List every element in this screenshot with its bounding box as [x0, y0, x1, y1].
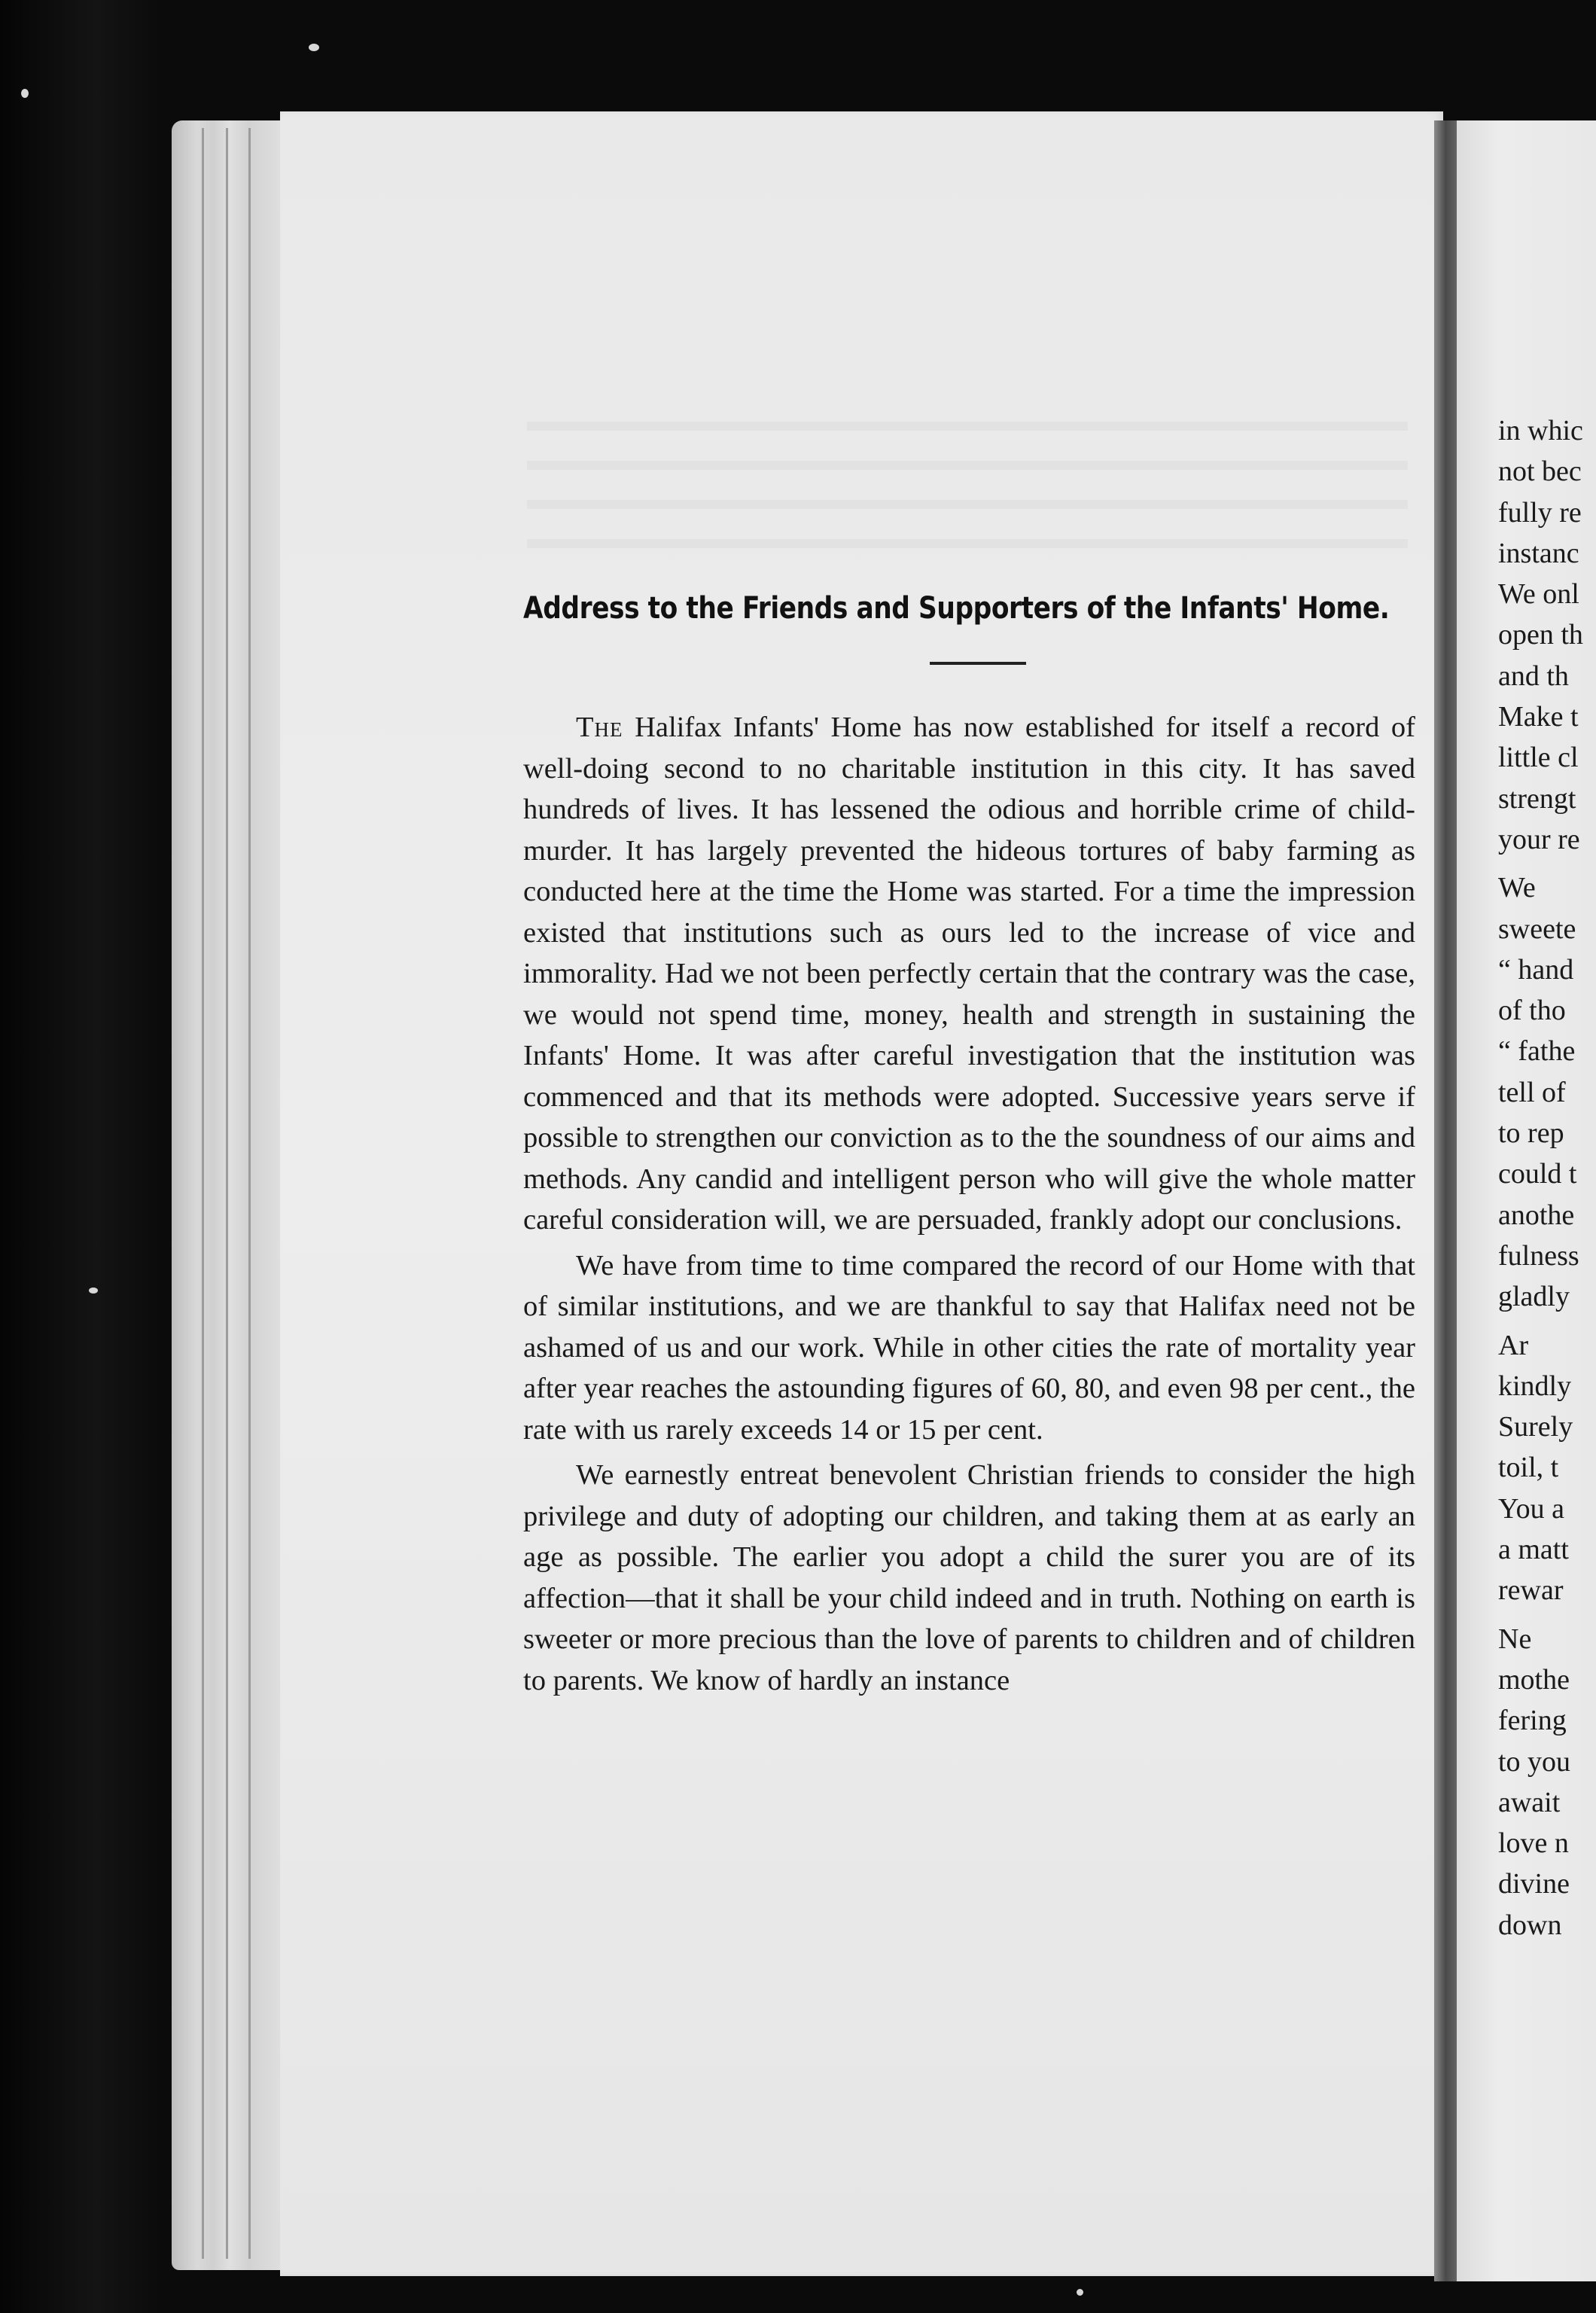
facing-page-line: instanc [1498, 537, 1579, 569]
page-edge-line [248, 128, 251, 2259]
paragraph-lead-word: The [576, 712, 623, 743]
facing-page-line: in whic [1498, 415, 1583, 446]
facing-page-line: We [1498, 872, 1536, 904]
facing-page-line: love n [1498, 1827, 1569, 1860]
facing-page-line: to rep [1498, 1117, 1564, 1150]
facing-page-line: of tho [1498, 995, 1566, 1027]
facing-page-line: Ne [1498, 1623, 1532, 1655]
facing-page-line: Ar [1498, 1329, 1529, 1361]
facing-page-line: kindly [1498, 1370, 1572, 1402]
film-speck [21, 89, 29, 98]
facing-page-line: gladly [1498, 1281, 1570, 1313]
facing-page-line: fering [1498, 1705, 1567, 1737]
facing-page-line: down [1498, 1909, 1562, 1941]
facing-page-line: await [1498, 1786, 1561, 1818]
film-speck [89, 1288, 98, 1294]
facing-page-text [1498, 410, 1596, 1946]
article-body [523, 707, 1415, 1701]
facing-page-line: open th [1498, 619, 1583, 651]
facing-page-line: mothe [1498, 1663, 1570, 1696]
facing-page-line: not bec [1498, 456, 1582, 488]
page-edge-line [202, 128, 204, 2259]
film-speck [309, 44, 319, 51]
facing-page-line: Surely [1498, 1411, 1573, 1443]
facing-page-line: to you [1498, 1745, 1571, 1778]
paragraph-text: We have from time to time compared the record of our Home with that of similar institutions, and we are thankful to say that Halifax need not be ashamed of us and our work. While in other cities the rate of mortality year after year reaches the astounding figures of 60, 80, and even 98 per cent., the rate with us rarely exceeds 14 or 15 per cent. [523, 1249, 1415, 1446]
article-paragraph [523, 1245, 1415, 1451]
article [523, 591, 1415, 1705]
article-paragraph [523, 707, 1415, 1241]
facing-page-line: a matt [1498, 1534, 1569, 1566]
paragraph-text: Halifax Infants' Home has now established for itself a record of well-doing second to no charitable institution in this city. It has saved hundreds of lives. It has lessened the odious and horrible crime of child-murder. It has largely prevented the hideous tortures of baby farming as conducted here at the time the Home was started. For a time the impression existed that institutions such as ours led to the increase of vice and immorality. Had we not been perfectly certain that the contrary was the case, we would not spend time, money, health and strength in sustaining the Infants' Home. It was after careful investigation that the institution was commenced and that its methods were adopted. Successive years serve if possible to strengthen our conviction as to the the soundness of our aims and methods. Any candid and intelligent person who will give the whole matter careful consideration will, we are persuaded, frankly adopt our conclusions. [523, 712, 1415, 1236]
book-gutter [1434, 120, 1460, 2281]
article-paragraph [523, 1455, 1415, 1701]
title-rule [930, 662, 1026, 665]
article-title: Address to the Friends and Supporters of the Infants' Home. [523, 591, 1390, 626]
page-edge-line [226, 128, 228, 2259]
facing-page-line: “ hand [1498, 953, 1574, 986]
facing-page-line: toil, t [1498, 1452, 1559, 1484]
facing-page-line: You a [1498, 1492, 1565, 1525]
facing-page-line: fully re [1498, 496, 1582, 529]
facing-page-line: strengt [1498, 782, 1576, 815]
film-speck [1077, 2289, 1083, 2296]
show-through-text [527, 392, 1408, 565]
facing-page-line: could t [1498, 1158, 1577, 1190]
facing-page-line: fulness [1498, 1239, 1579, 1272]
facing-page-line: Make t [1498, 701, 1579, 733]
facing-page-line: and th [1498, 660, 1569, 692]
facing-page-line: “ fathe [1498, 1035, 1576, 1068]
facing-page-line: anothe [1498, 1199, 1575, 1231]
facing-page-line: little cl [1498, 742, 1579, 774]
facing-page-line: tell of [1498, 1076, 1566, 1108]
facing-page-line: rewar [1498, 1574, 1564, 1607]
facing-page-line: divine [1498, 1868, 1570, 1900]
facing-page-line: sweete [1498, 913, 1576, 945]
paragraph-text: We earnestly entreat benevolent Christian friends to consider the high privilege and duty of adopting our children, and taking them at as early an age as possible. The earlier you adopt a child the surer you are of its affection—that it shall be your child indeed and in truth. Nothing on earth is sweeter or more precious than the love of parents to children and of children to parents. We know of hardly an instance [523, 1459, 1415, 1696]
facing-page-line: your re [1498, 823, 1580, 855]
facing-page-line: We onl [1498, 578, 1579, 611]
